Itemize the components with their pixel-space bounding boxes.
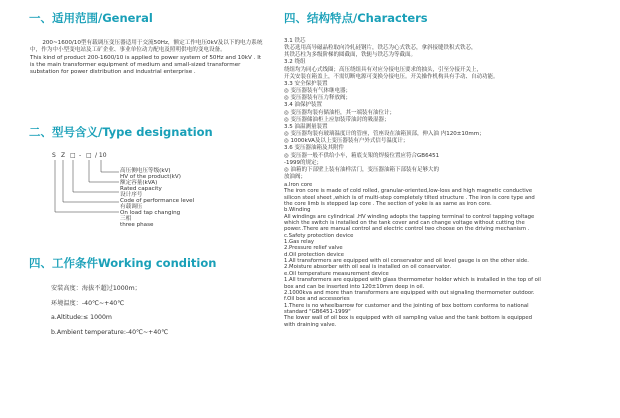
en-line: c.Safety protection device [284, 232, 354, 239]
en-line: 2.Moisture absorber with oil seal is installed on oil conservator. [284, 264, 452, 271]
en-line: 1.There is no wheelbarrow for customer and the jointing of box bottom conforms to national [284, 302, 529, 309]
en-line: power..There are manual control and electric control two choose on the driving mechanism . [284, 226, 530, 233]
en-line: The iron core is made of cold rolled, granular-oriented,low-loss and high magnetic conductive [284, 188, 533, 195]
cn-line: 绕组均为同心式线圈；高压绕组具有对应分接电压要求的抽头，引至分接开关上， [284, 66, 483, 73]
altitude-en: a.Altitude:≤ 1000m [51, 314, 112, 321]
temperature-en: b.Ambient temperature:-40℃~+40℃ [51, 328, 169, 336]
en-line: silicon steel sheet ,which is of multi-step completely tilted structure . The iron is core type and [284, 194, 535, 201]
en-line: which the switch is installed on the tank cover and can change voltage without cutting the [284, 220, 525, 227]
cn-line: ◎ 变压器装有压力释放阀； [284, 95, 352, 102]
characters-cn-block [284, 38, 614, 181]
cn-line: 其铁芯柱为多级阶梯的圆截面，铁轭与铁芯为等截面。 [284, 52, 417, 59]
en-line: e.Oil temperature measurement device [284, 270, 389, 277]
cn-line: 放油阀； [284, 173, 307, 180]
cn-line: ◎ 变压器一般不供给小车，箱底支架的焊接位置应符合GB6451 [284, 152, 440, 159]
cn-line: ◎ 1000kVA及以上变压器装有户外式信号温度计； [284, 138, 409, 145]
characters-en-block [284, 182, 614, 328]
general-cn: 200~1600/10型有载调压变压器适用于交流50Hz，额定工作电压0kV及以下的电力系统中，作为中小型变电站及工矿企业、事业单位动力配电及照明供电的变电设备。 [30, 40, 263, 53]
cn-line: 3.4 油保护装置 [284, 102, 322, 109]
en-line: the core limb is stepped lap core . The section of yoke is as same as iron core. [284, 201, 492, 208]
leader-line-capacity [89, 160, 119, 182]
en-line: b.Winding [284, 207, 311, 214]
model-s: S [52, 152, 56, 159]
leader-line-phase [55, 160, 119, 212]
en-line: 2.1000kva and more than transformers are equipped with out signaling thermometer outdoor. [284, 289, 535, 296]
working-condition-list [51, 282, 251, 340]
model-dash: - [79, 152, 82, 159]
altitude-cn: 安装高度：海拔不超过1000m； [51, 285, 141, 292]
general-en: This kind of product 200-1600/10 is applied to power system of 50Hz and 10kV . It is the main transformer equipment of medium and small-sized transformer substation for power distribution and industrial enterprise . [30, 55, 263, 76]
en-line: a.Iron core [284, 182, 313, 188]
cn-line: ◎ 变压器储油柜上应加装带油封的吸湿器； [284, 116, 390, 123]
en-line: 1.All transformers are equipped with glass thermometer holder which is installed in the top of oil [284, 277, 541, 284]
cn-line: 3.1 铁芯 [284, 38, 306, 44]
en-line: 1.All transformers are equipped with oil conservator and oil level gauge is on the other side. [284, 258, 529, 265]
en-line: standard "GB6451-1999" [284, 308, 351, 315]
leader-line-oltc [63, 160, 119, 202]
type-designation-heading: 二、型号含义/Type designation [29, 125, 213, 139]
model-box-1: □ [70, 152, 76, 159]
cn-line: ◎ 变压器均装有玻璃温度计的管座，管座设在油箱顶部，伸入油 内120±10mm； [284, 131, 485, 138]
legend-capacity: 额定容量(kVA) Rated capacity [120, 180, 162, 192]
general-heading: 一、适用范围/General [29, 11, 153, 25]
cn-line: 3.6 变压器油箱及其附件 [284, 145, 344, 152]
temperature-cn: 环境温度：-40℃~+40℃ [51, 299, 125, 307]
en-line: d.Oil protection device [284, 251, 344, 258]
cn-line: 3.5 油温测量装置 [284, 123, 328, 130]
characters-heading: 四、结构特点/Characters [284, 11, 428, 25]
cn-line: ◎ 变压器均装有储油柜，其一端装有油位计； [284, 109, 396, 116]
cn-line: 3.3 安全保护装置 [284, 80, 328, 87]
cn-line: ◎ 变压器装有气体继电器； [284, 88, 352, 95]
cn-line: -1999的规定； [284, 159, 322, 166]
en-line: box and can be inserted into 120±10mm deep in oil. [284, 283, 425, 290]
cn-line: 3.2 绕组 [284, 59, 306, 66]
model-voltage: / 10 [95, 152, 107, 159]
leader-line-voltage [101, 160, 119, 172]
leader-line-design [73, 160, 119, 192]
working-condition-heading: 四、工作条件Working condition [29, 256, 217, 270]
legend-phase: 三相 three phase [120, 216, 154, 228]
en-line: 1.Gas relay [284, 239, 315, 246]
model-box-2: □ [86, 152, 92, 159]
legend-oltc: 有载调压 On load tap changing [120, 204, 181, 216]
en-line: with draining valve. [284, 321, 337, 328]
legend-design: 设计序号 Code of performance level [120, 192, 195, 204]
legend-voltage: 高压侧电压等级(kV) HV of the product(kV) [120, 168, 181, 180]
en-line: The lower wall of oil box is equipped with oil sampling value and the tank bottom is equipped [284, 315, 533, 322]
en-line: 2.Pressure relief valve [284, 245, 343, 252]
en-line: All windings are cylindrical .HV winding adopts the tapping terminal to control tapping voltage [284, 213, 535, 220]
cn-line: 开关安装在箱盖上，不需切断电源可变换分接电压。开关操作机构具有手动、自动功能。 [284, 73, 499, 80]
cn-line: 铁芯选用高导磁晶粒取向冷轧硅钢片，铁芯为心式铁芯，拿斜接缝铁积式铁芯， [284, 45, 477, 52]
en-line: f.Oil box and accessories [284, 296, 350, 303]
cn-line: ◎ 油箱的下部壁上装有油样活门，变压器油箱下部装有足够大的 [284, 166, 440, 173]
model-z: Z [61, 152, 66, 159]
